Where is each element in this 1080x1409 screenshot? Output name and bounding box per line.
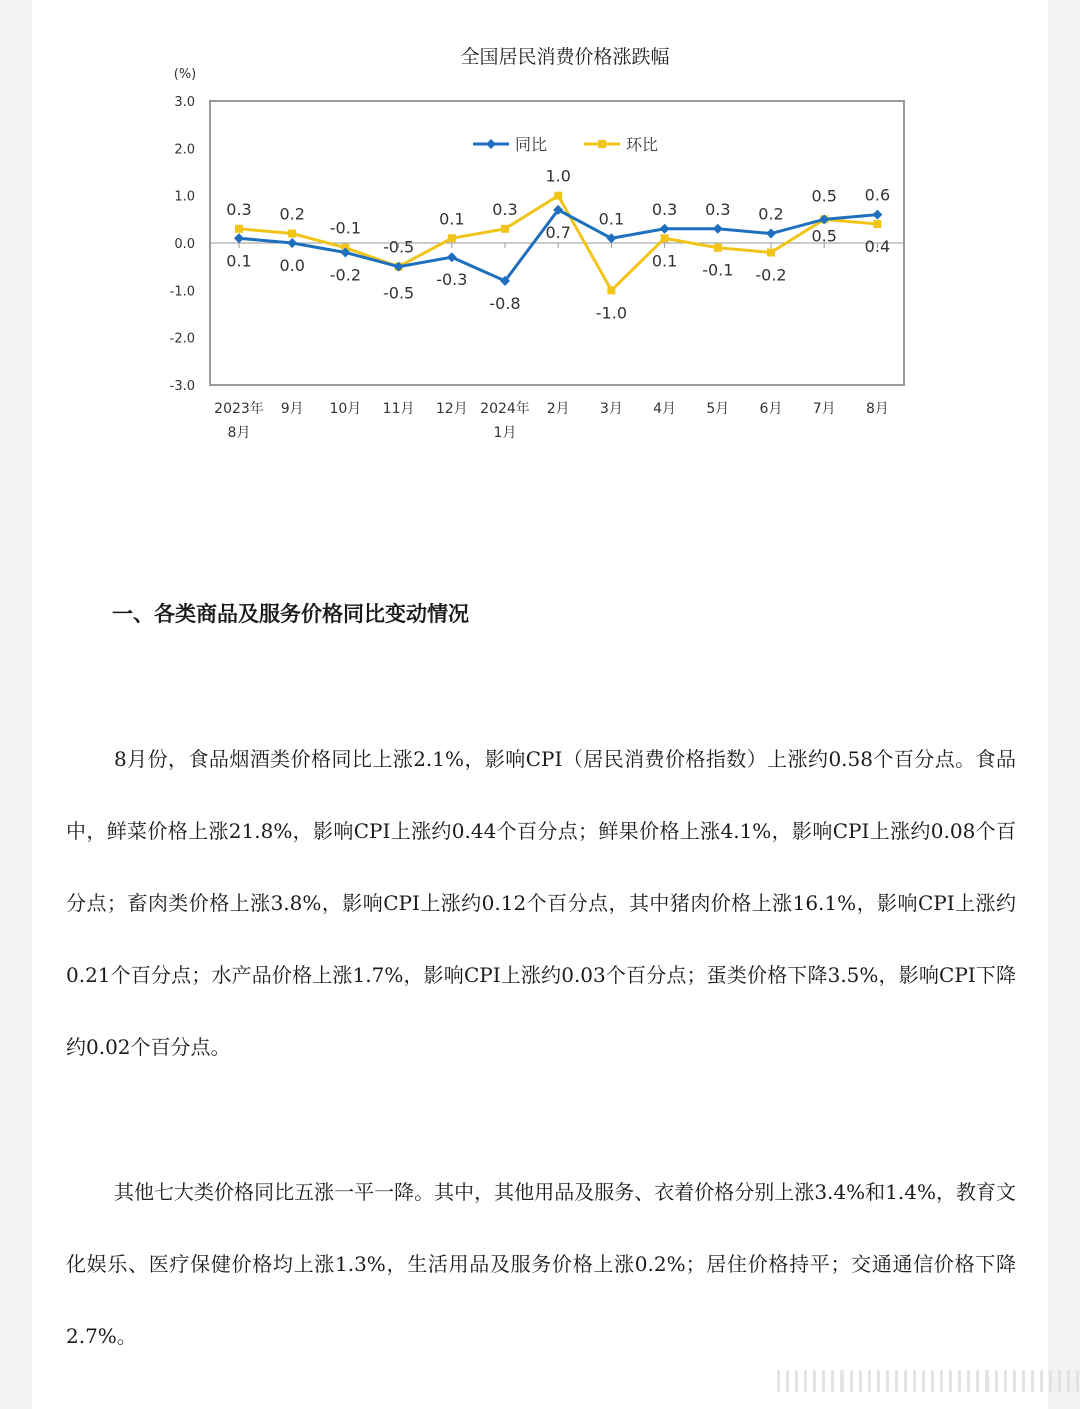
data-label-mom: -0.2 — [755, 265, 787, 285]
strip-bar — [1076, 1370, 1079, 1392]
data-label-yoy: -0.5 — [382, 283, 415, 303]
x-tick-label: 5月 — [706, 401, 730, 417]
data-label-yoy: 0.1 — [226, 251, 252, 271]
legend-label: 环比 — [626, 135, 659, 154]
x-tick-label: 11月 — [382, 401, 415, 417]
data-label-mom: 0.4 — [864, 237, 891, 257]
strip-bar — [804, 1370, 807, 1392]
x-tick-label: 7月 — [812, 401, 836, 417]
data-label-yoy: 0.2 — [758, 204, 784, 224]
strip-bar — [813, 1370, 816, 1392]
paragraph-text: 8月份，食品烟酒类价格同比上涨2.1%，影响CPI（居民消费价格指数）上涨约0.58个百分点。食品中，鲜菜价格上涨21.8%，影响CPI上涨约0.44个百分点；鲜果价格上涨4.1%，影响CPI上涨约0.08个百分点；畜肉类价格上涨3.8%，影响CPI上涨约0.12个百分点，其中猪肉价格上涨16.1%，影响CPI上涨约0.21个百分点；水产品价格上涨1.7%，影响CPI上涨约0.03个百分点；蛋类价格下降3.5%，影响CPI下降约0.02个百分点。 — [66, 747, 1016, 1059]
strip-bar — [922, 1370, 925, 1392]
thumbnail-strip — [777, 1366, 1080, 1396]
strip-bar — [831, 1370, 834, 1392]
strip-bar — [786, 1370, 789, 1392]
strip-bar — [1004, 1370, 1007, 1392]
strip-bar — [850, 1370, 853, 1392]
x-tick-label: 4月 — [653, 401, 677, 417]
strip-bar — [940, 1370, 943, 1392]
data-point — [447, 252, 457, 262]
section-heading: 一、各类商品及服务价格同比变动情况 — [112, 602, 469, 626]
x-tick-label: 10月 — [329, 401, 362, 417]
strip-bar — [931, 1370, 934, 1392]
strip-bar — [886, 1370, 889, 1392]
y-tick-label: 2.0 — [174, 142, 195, 158]
strip-bar — [868, 1370, 871, 1392]
strip-bar — [859, 1370, 862, 1392]
strip-bar — [995, 1370, 998, 1392]
y-axis-unit: (%) — [173, 67, 197, 82]
data-point — [766, 229, 776, 239]
paragraph-text: 其他七大类价格同比五涨一平一降。其中，其他用品及服务、衣着价格分别上涨3.4%和1.4%，教育文化娱乐、医疗保健价格均上涨1.3%，生活用品及服务价格上涨0.2%；居住价格持平；交通通信价格下降2.7%。 — [66, 1180, 1016, 1348]
strip-bar — [904, 1370, 907, 1392]
y-tick-label: 3.0 — [174, 95, 195, 110]
strip-bar — [840, 1370, 843, 1392]
data-label-mom: 0.3 — [226, 199, 252, 219]
x-tick-label: 2023年 — [214, 401, 264, 417]
strip-bar — [1040, 1370, 1043, 1392]
data-label-mom: 0.1 — [651, 251, 678, 271]
strip-bar — [795, 1370, 798, 1392]
strip-bar — [822, 1370, 825, 1392]
strip-bar — [877, 1370, 880, 1392]
strip-bar — [1031, 1370, 1034, 1392]
y-tick-label: 1.0 — [174, 189, 195, 205]
paragraph-food-prices — [66, 723, 1016, 1083]
data-point — [661, 234, 669, 242]
legend-label: 同比 — [515, 135, 548, 154]
x-tick-label: 2月 — [546, 401, 570, 417]
data-point — [873, 220, 881, 228]
strip-bar — [976, 1370, 979, 1392]
y-tick-label: 0.0 — [174, 237, 195, 252]
x-tick-label: 2024年 — [480, 401, 530, 417]
x-tick-label: 8月 — [865, 401, 889, 417]
strip-bar — [958, 1370, 961, 1392]
data-point — [660, 224, 670, 234]
data-label-yoy: 0.1 — [598, 209, 625, 229]
data-point — [288, 230, 296, 238]
y-tick-label: -2.0 — [169, 331, 195, 347]
data-label-yoy: -0.3 — [436, 270, 468, 290]
x-tick-label: 3月 — [599, 401, 623, 417]
strip-bar — [895, 1370, 898, 1392]
chart-title: 全国居民消费价格涨跌幅 — [460, 46, 670, 68]
data-point — [713, 224, 723, 234]
data-point — [501, 225, 509, 233]
data-label-yoy: -0.2 — [329, 265, 362, 285]
data-point — [448, 234, 456, 242]
data-label-mom: -0.1 — [702, 260, 734, 280]
strip-bar — [1058, 1370, 1061, 1392]
data-label-yoy: 0.0 — [279, 256, 305, 275]
strip-bar — [777, 1370, 780, 1392]
data-point — [714, 244, 722, 252]
document-page — [32, 0, 1048, 1409]
x-tick-label: 12月 — [435, 401, 468, 417]
y-tick-label: -3.0 — [169, 379, 195, 394]
data-label-yoy: 0.3 — [651, 199, 678, 219]
data-label-mom: -0.5 — [382, 237, 415, 257]
cpi-line-chart — [32, 0, 1048, 460]
paragraph-other-categories — [66, 1156, 1016, 1372]
x-tick-label: 1月 — [493, 425, 517, 441]
data-label-mom: 0.1 — [439, 209, 465, 229]
x-tick-label: 9月 — [280, 401, 304, 417]
data-label-mom: 0.3 — [492, 199, 518, 219]
strip-bar — [1067, 1370, 1070, 1392]
data-label-yoy: 0.3 — [705, 199, 731, 219]
data-label-yoy: 0.7 — [545, 222, 571, 242]
strip-bar — [1049, 1370, 1052, 1392]
data-label-yoy: 0.6 — [864, 185, 891, 205]
legend-marker — [598, 140, 606, 148]
strip-bar — [967, 1370, 970, 1392]
legend-marker — [486, 139, 496, 149]
data-point — [235, 225, 243, 233]
data-label-yoy: -0.8 — [489, 293, 521, 313]
data-point — [767, 248, 775, 256]
data-label-mom: 0.2 — [279, 204, 305, 224]
y-tick-label: -1.0 — [169, 284, 195, 300]
data-label-mom: 1.0 — [545, 166, 571, 186]
data-point — [287, 238, 297, 248]
data-label-mom: -1.0 — [595, 303, 628, 323]
data-label-yoy: 0.5 — [811, 186, 837, 206]
data-point — [607, 286, 615, 294]
strip-bar — [949, 1370, 952, 1392]
strip-bar — [1013, 1370, 1016, 1392]
data-point — [234, 233, 244, 243]
strip-bar — [1022, 1370, 1025, 1392]
strip-bar — [985, 1370, 988, 1392]
strip-bar — [913, 1370, 916, 1392]
data-point — [554, 192, 562, 200]
x-tick-label: 6月 — [759, 401, 783, 417]
data-label-mom: 0.5 — [811, 226, 837, 246]
data-label-mom: -0.1 — [329, 218, 362, 238]
data-point — [872, 210, 882, 220]
x-tick-label: 8月 — [227, 425, 251, 441]
